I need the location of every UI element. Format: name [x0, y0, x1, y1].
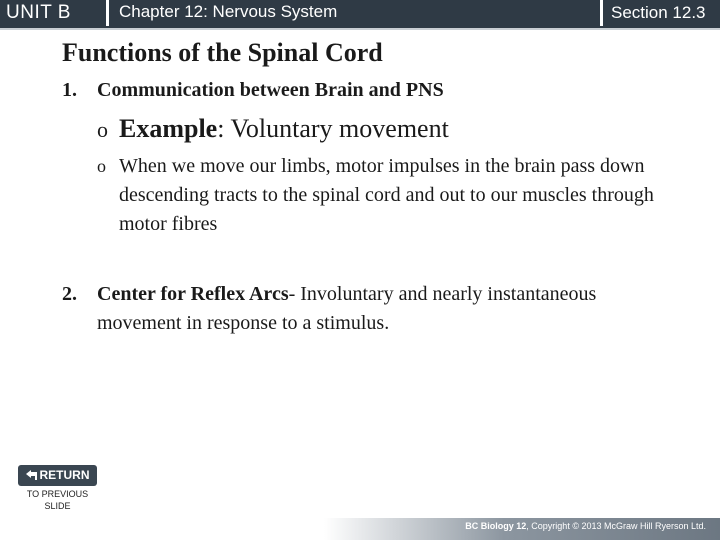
item-lead: Center for Reflex Arcs — [97, 283, 289, 305]
footer-copyright-text: , Copyright © 2013 McGraw Hill Ryerson Ltd. — [526, 521, 706, 531]
item-body — [97, 280, 637, 338]
sub-bullet-description — [97, 152, 677, 239]
footer-copyright — [465, 521, 706, 531]
bullet-marker: o — [97, 117, 108, 142]
header-divider — [0, 28, 720, 30]
return-arrow-icon — [26, 465, 38, 486]
return-caption-line-1: TO PREVIOUS — [26, 489, 89, 499]
bullet-text: When we move our limbs, motor impulses in the brain pass down descending tracts to the spinal cord and out to our muscles through motor fibres — [119, 155, 654, 235]
item-number: 1. — [62, 79, 77, 101]
sub-bullet-example — [97, 114, 449, 144]
chapter-label: Chapter 12: Nervous System — [106, 0, 596, 26]
footer-book: BC Biology 12 — [465, 521, 527, 531]
unit-label: UNIT B — [0, 0, 104, 26]
numbered-item-1 — [62, 79, 444, 102]
return-label: RETURN — [39, 468, 90, 482]
slide-title: Functions of the Spinal Cord — [62, 38, 383, 67]
bullet-lead: Example — [119, 114, 218, 143]
return-caption — [18, 488, 97, 512]
bullet-marker: o — [97, 156, 106, 176]
bullet-text: : Voluntary movement — [217, 114, 449, 143]
return-button[interactable] — [18, 465, 97, 486]
section-label: Section 12.3 — [600, 0, 720, 26]
item-text: - Involuntary and nearly instantaneous movement in response to a stimulus. — [97, 283, 597, 334]
return-caption-line-2: SLIDE — [44, 501, 71, 511]
item-text: Communication between Brain and PNS — [97, 79, 444, 101]
item-number: 2. — [62, 283, 77, 305]
numbered-item-2 — [62, 280, 652, 338]
